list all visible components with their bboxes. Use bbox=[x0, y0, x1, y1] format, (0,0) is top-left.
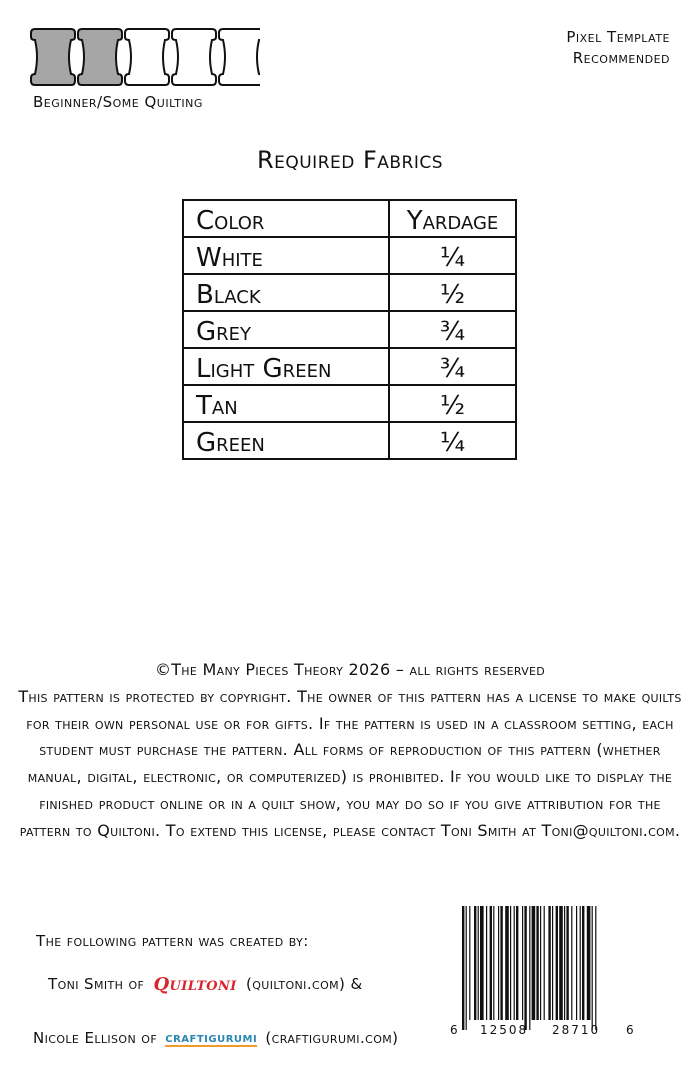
copyright-body: This pattern is protected by copyright. The owner of this pattern has a license to make quilts for their own personal use or for gifts. If the pattern is used in a classroom setting, each student must purchase the pattern. All forms of reproduction of this pattern (whether manual, digital, electronic, or computerized) is prohibited. If you would like to display the finished product online or in a quilt show, you may do so if you give attribution for the pattern to Quiltoni. To extend this license, please contact Toni Smith at Toni@quiltoni.com. bbox=[18, 686, 682, 840]
barcode-bar bbox=[524, 906, 526, 1030]
barcode-bars bbox=[462, 906, 596, 1030]
barcode-bar bbox=[469, 906, 470, 1020]
barcode-bar bbox=[559, 906, 563, 1020]
barcode-bar bbox=[522, 906, 523, 1020]
barcode-bar bbox=[500, 906, 502, 1020]
barcode-bar bbox=[516, 906, 518, 1020]
barcode-bar bbox=[480, 906, 484, 1020]
fabric-color: Black bbox=[183, 274, 389, 311]
fabric-yardage: ¼ bbox=[389, 422, 516, 459]
barcode-bar bbox=[529, 906, 530, 1030]
fabric-color: Grey bbox=[183, 311, 389, 348]
fabric-yardage: ¼ bbox=[389, 237, 516, 274]
barcode-bar bbox=[510, 906, 511, 1020]
credit-name: Toni Smith of bbox=[48, 975, 145, 993]
created-by-heading: The following pattern was created by: bbox=[36, 932, 309, 950]
barcode-bar bbox=[556, 906, 558, 1020]
spool-icon-empty bbox=[125, 29, 169, 85]
barcode-bar bbox=[486, 906, 487, 1020]
barcode-bar bbox=[587, 906, 591, 1020]
barcode-bar bbox=[582, 906, 584, 1020]
required-fabrics-title: Required Fabrics bbox=[256, 146, 444, 174]
yardage-column-header: Yardage bbox=[389, 200, 516, 237]
barcode-bar bbox=[592, 906, 593, 1030]
copyright-line: ©The Many Pieces Theory 2026 – all rights reserved bbox=[154, 660, 546, 679]
credit-website: (craftigurumi.com) bbox=[265, 1029, 399, 1047]
fabric-row bbox=[183, 311, 516, 348]
barcode-bar bbox=[564, 906, 565, 1020]
color-column-header: Color bbox=[183, 200, 389, 237]
fabric-row bbox=[183, 274, 516, 311]
craftigurumi-logo: CRAFTIGURUMI bbox=[165, 1034, 258, 1045]
copyright-notice bbox=[18, 657, 682, 845]
spool-icon-empty bbox=[172, 29, 216, 85]
template-note-line-2: Recommended bbox=[572, 49, 670, 67]
barcode-bar bbox=[514, 906, 515, 1020]
fabric-yardage: ½ bbox=[389, 385, 516, 422]
barcode-digit-group: 12508 bbox=[480, 1023, 529, 1036]
spool-icon-empty bbox=[219, 29, 260, 85]
difficulty-label: Beginner/Some Quilting bbox=[33, 93, 203, 111]
barcode-bar bbox=[552, 906, 553, 1020]
barcode-bar bbox=[505, 906, 509, 1020]
fabric-color: Green bbox=[183, 422, 389, 459]
barcode-bar bbox=[462, 906, 464, 1030]
fabric-table-header bbox=[183, 200, 516, 237]
fabric-row bbox=[183, 422, 516, 459]
template-note-line-1: Pixel Template bbox=[566, 28, 670, 46]
spool-icon-filled bbox=[78, 29, 122, 85]
barcode-bar bbox=[595, 906, 596, 1030]
barcode-bar bbox=[548, 906, 550, 1020]
credit-nicole-ellison bbox=[33, 1029, 398, 1047]
spool-icon-filled bbox=[31, 29, 75, 85]
barcode-bar bbox=[493, 906, 494, 1020]
barcode-bar bbox=[536, 906, 538, 1020]
fabric-color: Light Green bbox=[183, 348, 389, 385]
barcode-bar bbox=[566, 906, 568, 1020]
fabric-color: Tan bbox=[183, 385, 389, 422]
difficulty-spools-rating bbox=[30, 28, 260, 86]
barcode-bar bbox=[474, 906, 476, 1020]
fabric-row bbox=[183, 237, 516, 274]
credit-toni-smith bbox=[48, 974, 363, 995]
barcode-bar bbox=[540, 906, 541, 1020]
fabric-yardage: ¾ bbox=[389, 311, 516, 348]
barcode-bar bbox=[571, 906, 572, 1020]
barcode-bar bbox=[478, 906, 479, 1020]
barcode-bar bbox=[532, 906, 536, 1020]
barcode-bar bbox=[490, 906, 492, 1020]
credit-name: Nicole Ellison of bbox=[33, 1029, 158, 1047]
quiltoni-logo: Quiltoni bbox=[153, 974, 237, 995]
fabric-table bbox=[182, 199, 517, 460]
barcode-bar bbox=[580, 906, 581, 1020]
fabric-color: White bbox=[183, 237, 389, 274]
fabric-yardage: ¾ bbox=[389, 348, 516, 385]
template-recommendation bbox=[566, 27, 670, 69]
barcode bbox=[448, 906, 648, 1036]
fabric-row bbox=[183, 385, 516, 422]
barcode-digit-group: 6 bbox=[450, 1023, 458, 1036]
credit-website: (quiltoni.com) & bbox=[245, 975, 363, 993]
barcode-bar bbox=[576, 906, 577, 1020]
barcode-bar bbox=[544, 906, 545, 1020]
fabric-row bbox=[183, 348, 516, 385]
barcode-bar bbox=[466, 906, 467, 1030]
barcode-bar bbox=[498, 906, 499, 1020]
barcode-digit-group: 28710 bbox=[552, 1023, 601, 1036]
barcode-digit-group: 6 bbox=[626, 1023, 634, 1036]
fabric-yardage: ½ bbox=[389, 274, 516, 311]
